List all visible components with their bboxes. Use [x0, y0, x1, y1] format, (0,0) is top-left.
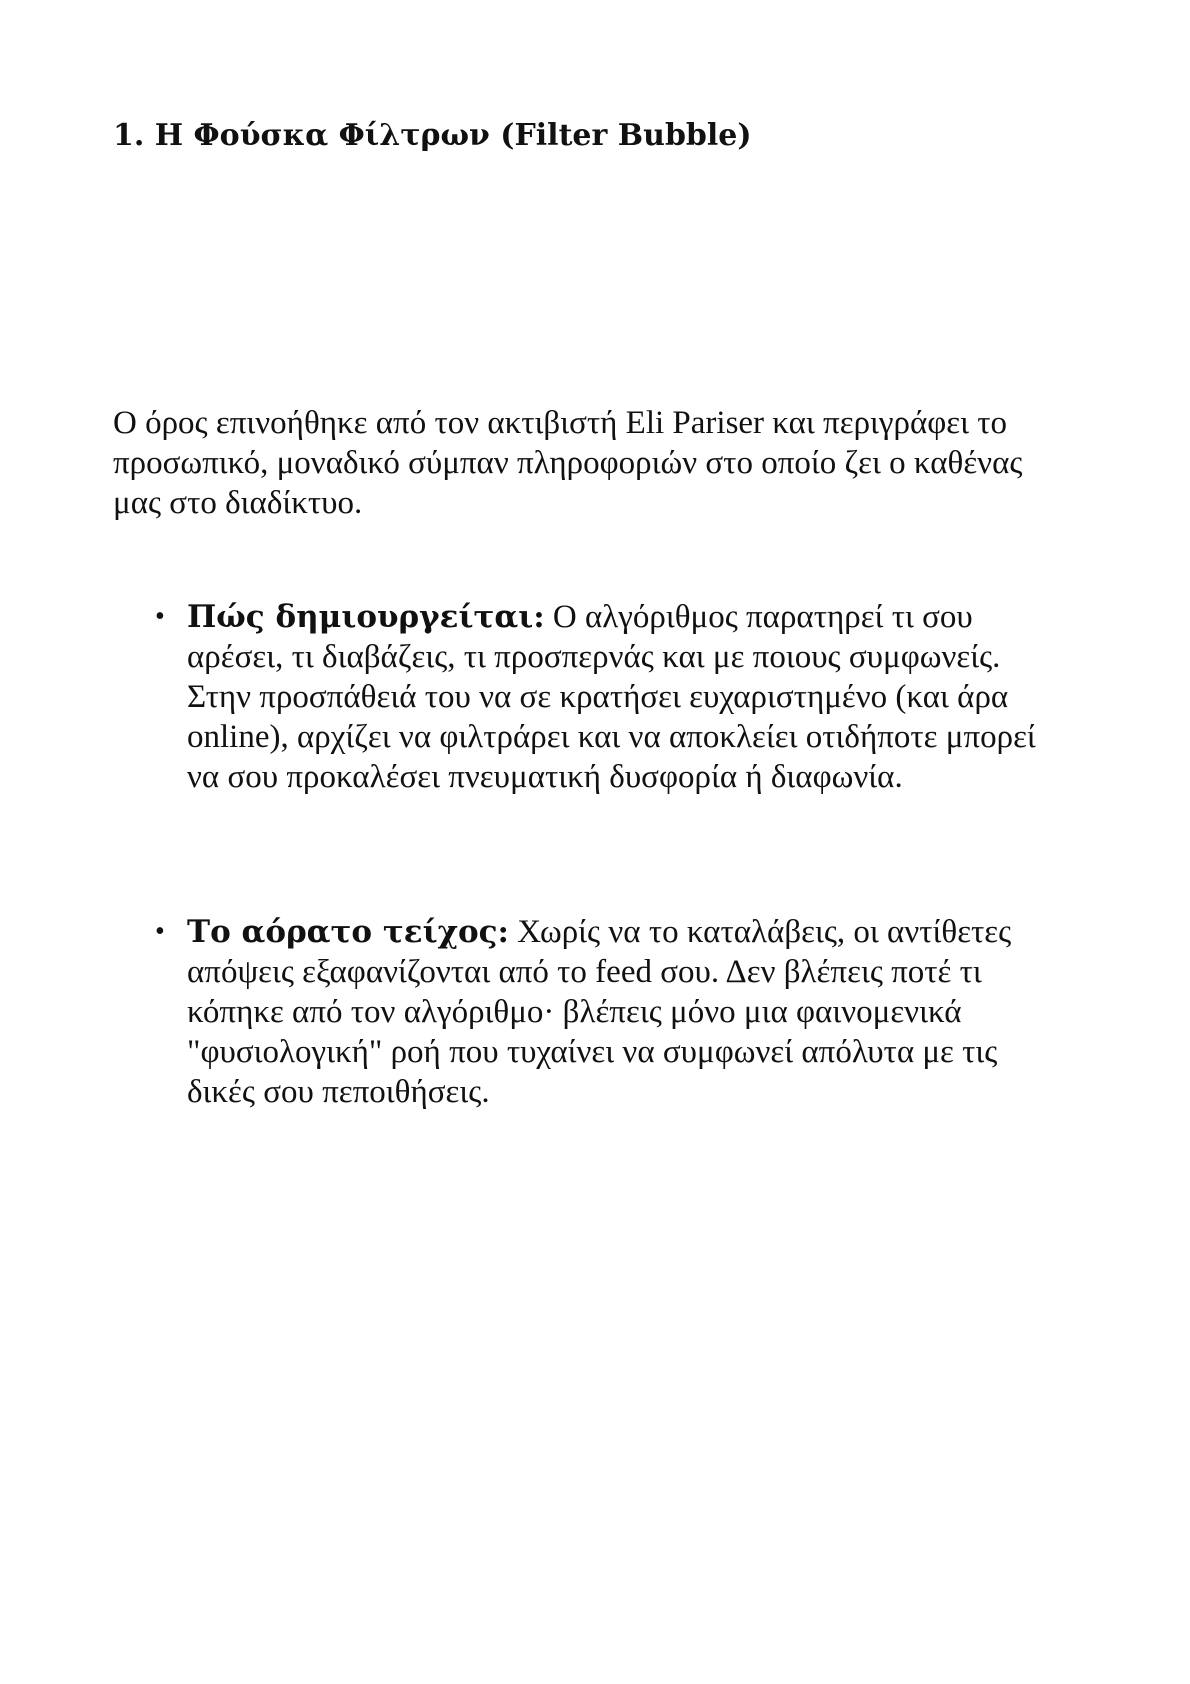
intro-paragraph: Ο όρος επινοήθηκε από τον ακτιβιστή Eli Pariser και περιγράφει το προσωπικό, μοναδικό σύμπαν πληροφοριών στο οποίο ζει ο καθένας μας στο διαδίκτυο.: [113, 405, 1023, 521]
list-item: [155, 597, 1065, 797]
section-heading: 1. Η Φούσκα Φίλτρων (Filter Bubble): [113, 118, 752, 153]
bullet-lead: Το αόρατο τείχος:: [187, 914, 509, 950]
bullet-body: [187, 597, 1065, 797]
bullet-text: Χωρίς να το καταλάβεις, οι αντίθετες απόψεις εξαφανίζονται από το feed σου. Δεν βλέπεις ποτέ τι κόπηκε από τον αλγόριθμο· βλέπεις μόνο μια φαινομενικά "φυσιολογική" ροή που τυχαίνει να συμφωνεί απόλυτα με τις δικές σου πεποιθήσεις.: [187, 914, 1012, 1110]
bullet-icon: •: [155, 601, 165, 632]
list-item: [155, 912, 1065, 1112]
bullet-icon: •: [155, 916, 165, 947]
bullet-text: Ο αλγόριθμος παρατηρεί τι σου αρέσει, τι διαβάζεις, τι προσπερνάς και με ποιους συμφωνείς. Στην προσπάθειά του να σε κρατήσει ευχαριστημένο (και άρα online), αρχίζει να φιλτράρει και να αποκλείει οτιδήποτε μπορεί να σου προκαλέσει πνευματική δυσφορία ή διαφωνία.: [187, 599, 1036, 795]
bullet-lead: Πώς δημιουργείται:: [187, 599, 545, 635]
bullet-body: [187, 912, 1065, 1112]
